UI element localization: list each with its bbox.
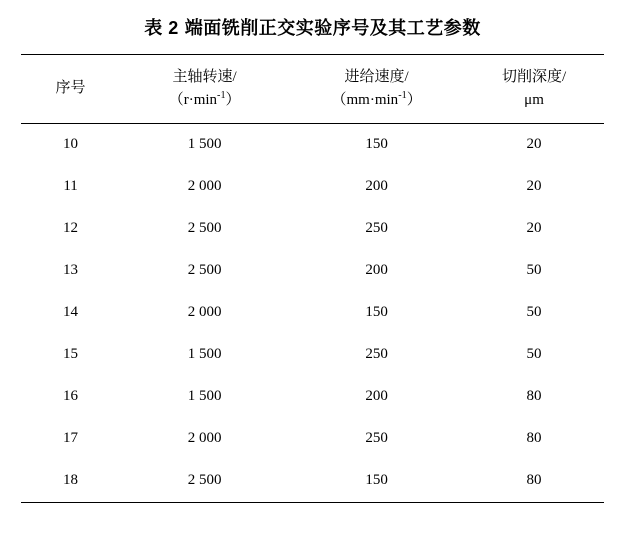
table-caption-title: 端面铣削正交实验序号及其工艺参数 bbox=[184, 18, 481, 38]
process-parameters-table bbox=[21, 54, 604, 503]
cell-cutting-depth: 50 bbox=[526, 262, 542, 278]
cell-serial-number: 12 bbox=[63, 220, 79, 236]
column-header-spindle-speed bbox=[120, 55, 289, 124]
column-header-feed-rate bbox=[289, 55, 464, 124]
table-row bbox=[21, 124, 604, 167]
column-header-spindle-speed-unit-open: （r·min bbox=[168, 91, 218, 108]
table-row bbox=[21, 376, 604, 418]
column-header-serial-number-line1: 序号 bbox=[55, 80, 86, 97]
column-header-spindle-speed-exponent: -1 bbox=[217, 89, 226, 101]
table-row bbox=[21, 166, 604, 208]
cell-feed-rate: 250 bbox=[365, 346, 388, 362]
cell-serial-number: 14 bbox=[63, 304, 79, 320]
cell-cutting-depth: 50 bbox=[526, 304, 542, 320]
table-header-row bbox=[21, 55, 604, 124]
table-caption bbox=[0, 0, 625, 54]
table-row bbox=[21, 418, 604, 460]
column-header-cutting-depth-line2: μm bbox=[524, 91, 544, 108]
cell-feed-rate: 250 bbox=[365, 220, 388, 236]
column-header-feed-rate-line1: 进给速度/ bbox=[344, 69, 409, 85]
cell-serial-number: 15 bbox=[63, 346, 79, 362]
cell-serial-number: 10 bbox=[63, 136, 79, 152]
cell-cutting-depth: 20 bbox=[526, 136, 542, 152]
cell-feed-rate: 150 bbox=[365, 136, 388, 152]
cell-serial-number: 18 bbox=[63, 472, 79, 488]
column-header-spindle-speed-unit-close: ） bbox=[225, 91, 241, 108]
column-header-serial-number bbox=[21, 55, 120, 124]
cell-feed-rate: 150 bbox=[365, 472, 388, 488]
table-body bbox=[21, 124, 604, 503]
cell-cutting-depth: 80 bbox=[526, 388, 542, 404]
cell-feed-rate: 200 bbox=[365, 178, 388, 194]
column-header-feed-rate-exponent: -1 bbox=[398, 89, 407, 101]
table-row bbox=[21, 208, 604, 250]
cell-serial-number: 16 bbox=[63, 388, 79, 404]
cell-spindle-speed: 2 000 bbox=[187, 430, 222, 446]
table-header bbox=[21, 55, 604, 124]
cell-spindle-speed: 1 500 bbox=[187, 346, 222, 362]
cell-spindle-speed: 2 000 bbox=[187, 304, 222, 320]
table-row bbox=[21, 292, 604, 334]
cell-spindle-speed: 2 500 bbox=[187, 262, 222, 278]
cell-spindle-speed: 1 500 bbox=[187, 136, 222, 152]
cell-cutting-depth: 20 bbox=[526, 178, 542, 194]
cell-serial-number: 17 bbox=[63, 430, 79, 446]
cell-spindle-speed: 2 500 bbox=[187, 220, 222, 236]
cell-spindle-speed: 2 500 bbox=[187, 472, 222, 488]
cell-serial-number: 11 bbox=[63, 178, 78, 194]
cell-serial-number: 13 bbox=[63, 262, 79, 278]
column-header-feed-rate-unit-open: （mm·min bbox=[331, 91, 399, 108]
cell-feed-rate: 200 bbox=[365, 262, 388, 278]
column-header-cutting-depth bbox=[464, 55, 604, 124]
cell-cutting-depth: 50 bbox=[526, 346, 542, 362]
table-caption-label: 表 2 bbox=[144, 18, 179, 38]
table-row bbox=[21, 250, 604, 292]
cell-cutting-depth: 80 bbox=[526, 472, 542, 488]
table-row bbox=[21, 460, 604, 503]
cell-spindle-speed: 1 500 bbox=[187, 388, 222, 404]
cell-feed-rate: 150 bbox=[365, 304, 388, 320]
cell-cutting-depth: 80 bbox=[526, 430, 542, 446]
cell-feed-rate: 200 bbox=[365, 388, 388, 404]
table-row bbox=[21, 334, 604, 376]
column-header-spindle-speed-line1: 主轴转速/ bbox=[172, 69, 237, 85]
column-header-feed-rate-unit-close: ） bbox=[406, 91, 422, 108]
column-header-cutting-depth-line1: 切削深度/ bbox=[501, 69, 567, 85]
cell-cutting-depth: 20 bbox=[526, 220, 542, 236]
cell-spindle-speed: 2 000 bbox=[187, 178, 222, 194]
cell-feed-rate: 250 bbox=[365, 430, 388, 446]
